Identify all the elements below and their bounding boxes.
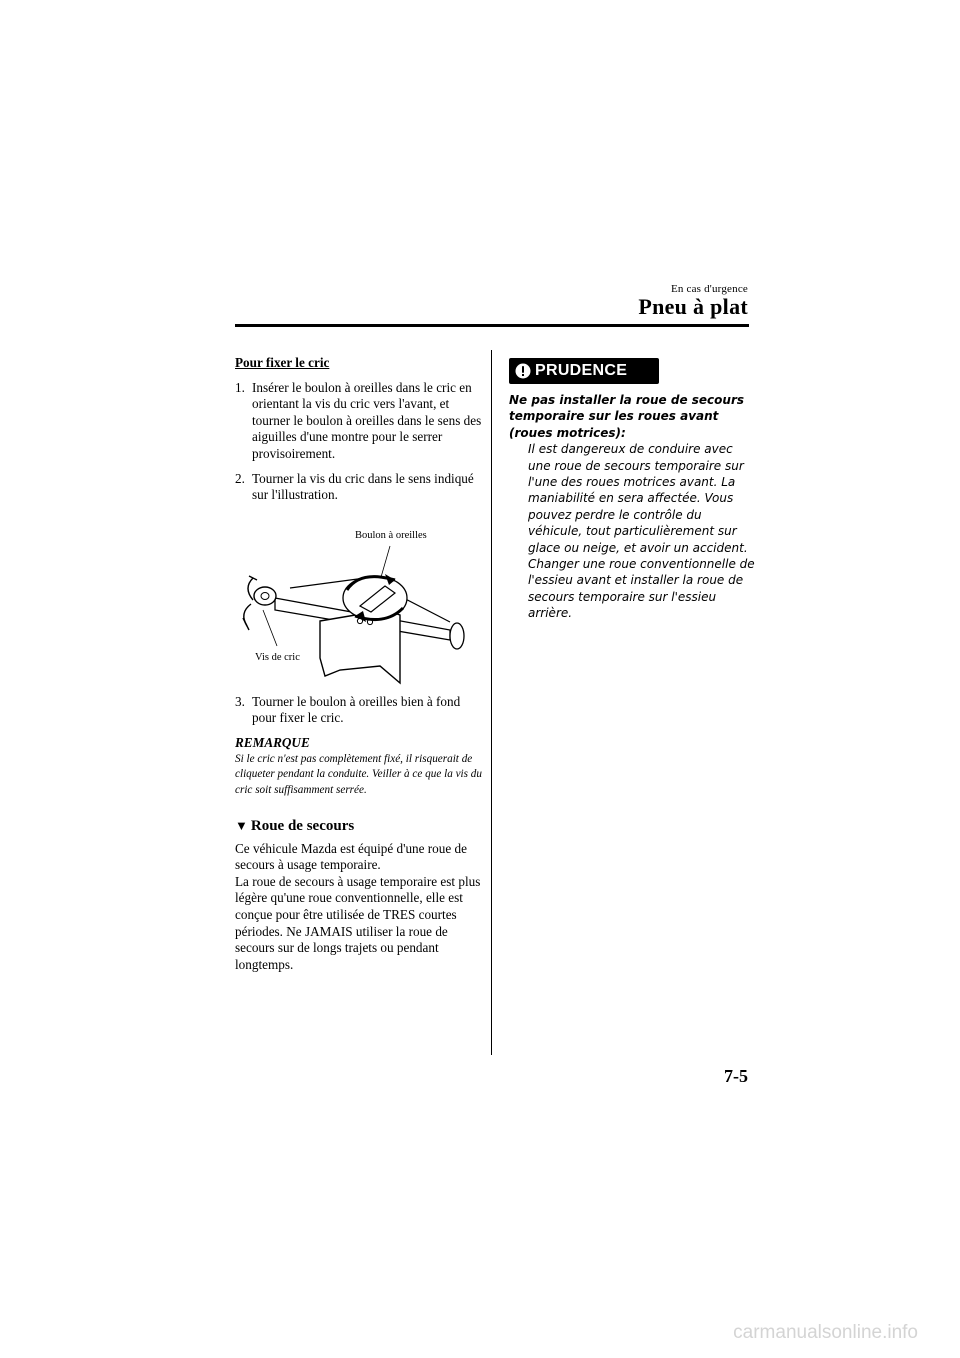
section-title: Roue de secours bbox=[250, 818, 355, 835]
remark-text: Si le cric n'est pas complètement fixé, il risquerait de cliqueter pendant la conduite. Veiller à ce que la vis du cric soit suffisamment serrée. bbox=[235, 752, 482, 796]
watermark: carmanualsonline.info bbox=[733, 1322, 918, 1343]
step-number: 1. bbox=[235, 379, 245, 395]
step-number: 3. bbox=[235, 693, 245, 709]
body-paragraph: Ce véhicule Mazda est équipé d'une roue de secours à usage temporaire. bbox=[235, 840, 467, 873]
left-column bbox=[235, 355, 485, 973]
warning-icon bbox=[515, 363, 531, 379]
column-divider bbox=[491, 350, 492, 1055]
caution-body: Il est dangereux de conduire avec une roue de secours temporaire sur l'une des roues motrices avant. La maniabilité en sera affectée. Vous pouvez perdre le contrôle du véhicule, tout particulièrement sur glace ou neige, et avoir un accident. Changer une roue conventionnelle de l'essieu avant et installer la roue de secours temporaire sur l'essieu arrière. bbox=[528, 442, 755, 621]
section-heading bbox=[235, 818, 485, 835]
jack-illustration bbox=[235, 518, 485, 688]
step-text: Tourner le boulon à oreilles bien à fond pour fixer le cric. bbox=[252, 693, 461, 726]
caution-text bbox=[509, 392, 759, 622]
body-paragraph: La roue de secours à usage temporaire est plus légère qu'une roue conventionnelle, elle est conçue pour être utilisée de TRES courtes périodes. Ne JAMAIS utiliser la roue de secours sur de longs trajets ou pendant longtemps. bbox=[235, 873, 481, 972]
triangle-icon: ▼ bbox=[235, 818, 248, 834]
remark-title: REMARQUE bbox=[235, 734, 310, 750]
step-number: 2. bbox=[235, 470, 245, 486]
step-text: Tourner la vis du cric dans le sens indiqué sur l'illustration. bbox=[252, 470, 474, 503]
subheading: Pour fixer le cric bbox=[235, 355, 330, 370]
step-1 bbox=[235, 380, 485, 463]
caution-label: PRUDENCE bbox=[535, 362, 628, 379]
label-wing-bolt: Boulon à oreilles bbox=[355, 529, 427, 541]
running-header-section: En cas d'urgence bbox=[670, 283, 748, 295]
label-jack-screw: Vis de cric bbox=[255, 651, 300, 663]
page-title: Pneu à plat bbox=[638, 294, 748, 319]
jack-drawing bbox=[235, 518, 485, 688]
step-3 bbox=[235, 694, 485, 727]
caution-title: Ne pas installer la roue de secours temporaire sur les roues avant (roues motrices): bbox=[509, 393, 745, 440]
header-rule bbox=[235, 324, 749, 327]
step-text: Insérer le boulon à oreilles dans le cric en orientant la vis du cric vers l'avant, et tourner le boulon à oreilles dans le sens des aiguilles d'une montre pour le serrer provisoirement. bbox=[252, 379, 482, 461]
caution-badge bbox=[509, 358, 659, 384]
step-2 bbox=[235, 471, 485, 504]
page-number: 7-5 bbox=[724, 1066, 748, 1086]
right-column bbox=[509, 358, 759, 622]
